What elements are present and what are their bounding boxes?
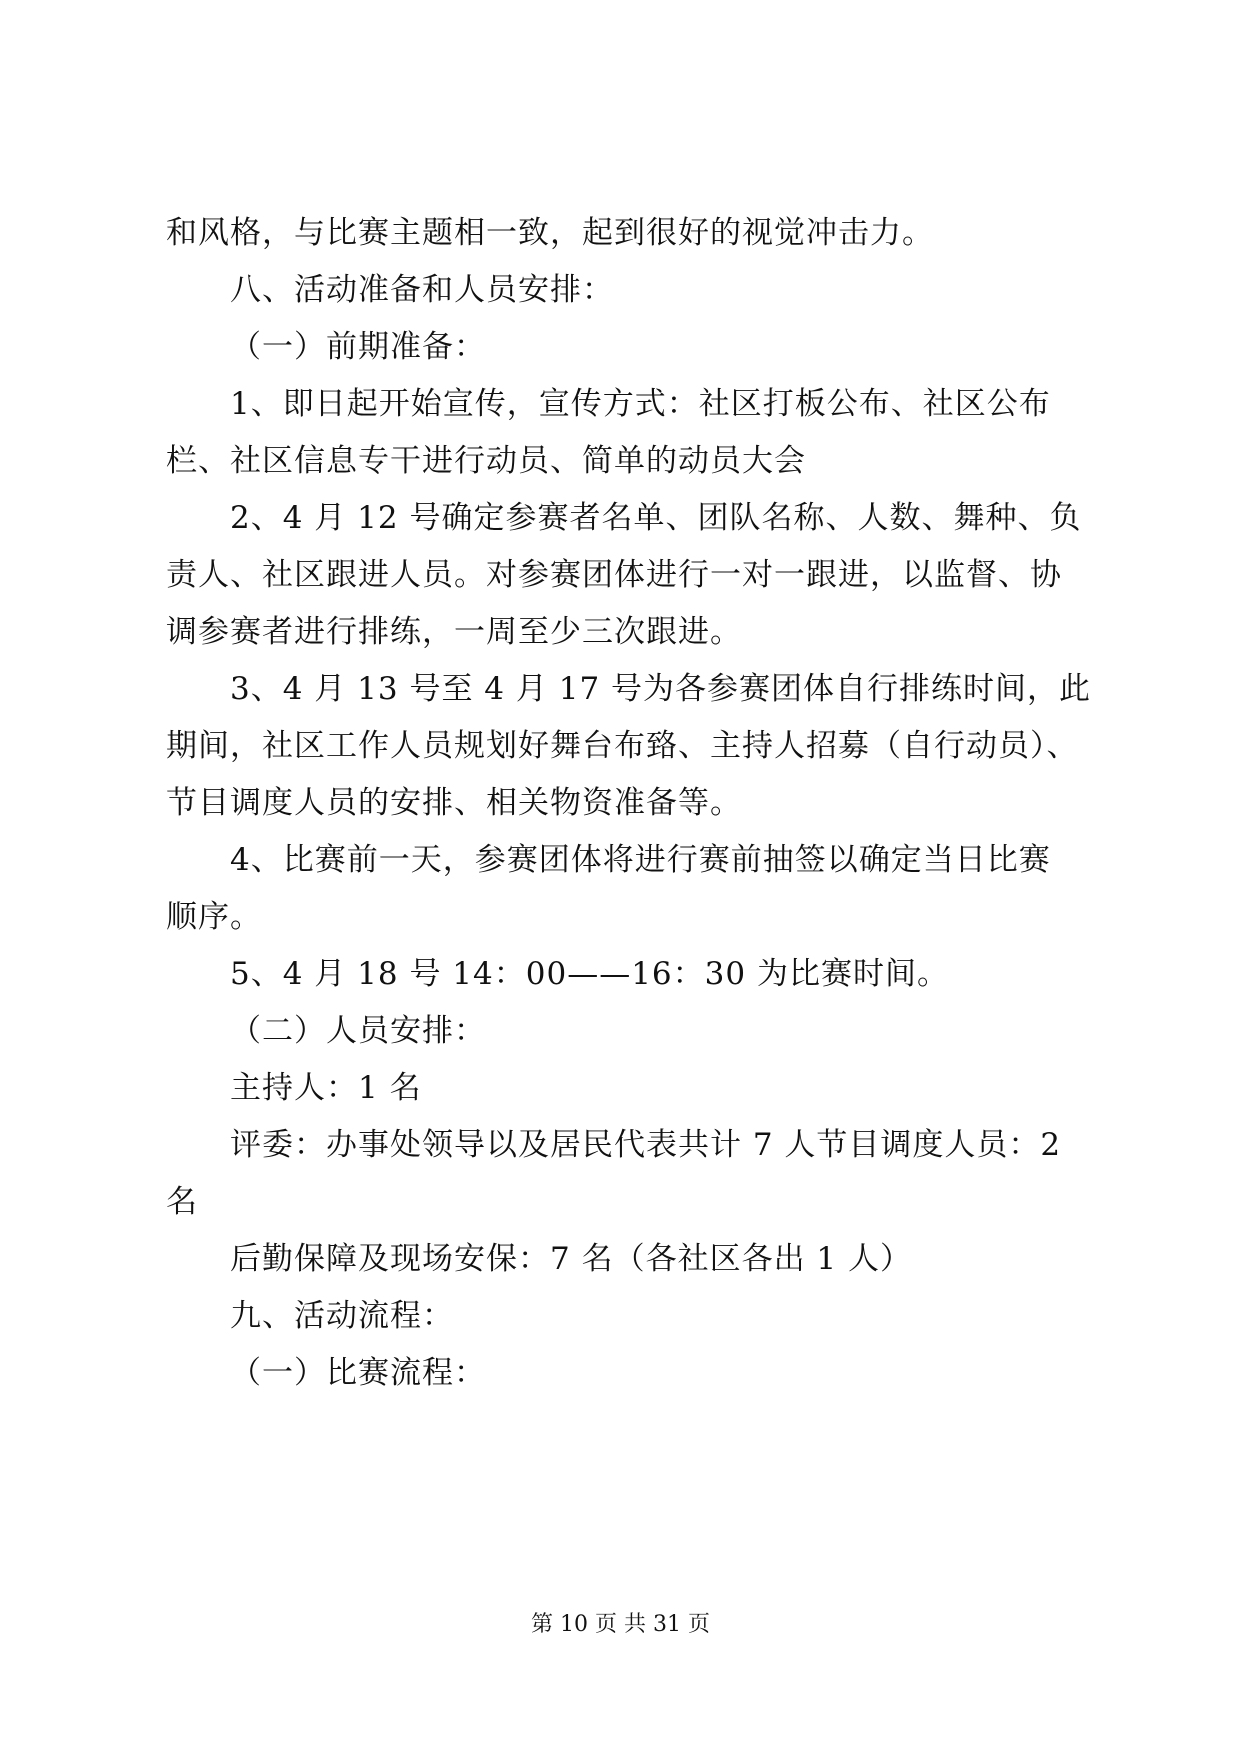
body-line: 名	[166, 1184, 198, 1220]
subsection-heading: （一）前期准备：	[230, 329, 486, 365]
body-line: 2、4 月 12 号确定参赛者名单、团队名称、人数、舞种、负	[230, 500, 1082, 536]
body-line: 期间，社区工作人员规划好舞台布臵、主持人招募（自行动员）、	[166, 728, 1079, 764]
body-line: 和风格，与比赛主题相一致，起到很好的视觉冲击力。	[166, 215, 934, 251]
subsection-heading: （二）人员安排：	[230, 1013, 486, 1049]
section-heading: 八、活动准备和人员安排：	[230, 272, 614, 308]
body-line: 栏、社区信息专干进行动员、简单的动员大会	[166, 443, 806, 479]
body-line: 3、4 月 13 号至 4 月 17 号为各参赛团体自行排练时间，此	[230, 671, 1092, 707]
body-line: 顺序。	[166, 899, 262, 935]
section-heading: 九、活动流程：	[230, 1298, 454, 1334]
subsection-heading: （一）比赛流程：	[230, 1355, 486, 1391]
body-line: 评委：办事处领导以及居民代表共计 7 人节目调度人员：2	[230, 1127, 1062, 1163]
body-line: 4、比赛前一天，参赛团体将进行赛前抽签以确定当日比赛	[230, 842, 1051, 878]
body-line: 1、即日起开始宣传，宣传方式：社区打板公布、社区公布	[230, 386, 1051, 422]
page-number-footer: 第 10 页 共 31 页	[531, 1612, 710, 1637]
body-line: 调参赛者进行排练，一周至少三次跟进。	[166, 614, 742, 650]
body-line: 节目调度人员的安排、相关物资准备等。	[166, 785, 742, 821]
body-line: 主持人：1 名	[230, 1070, 422, 1106]
body-line: 后勤保障及现场安保：7 名（各社区各出 1 人）	[230, 1241, 913, 1277]
body-line: 5、4 月 18 号 14：00——16：30 为比赛时间。	[230, 956, 949, 992]
body-line: 责人、社区跟进人员。对参赛团体进行一对一跟进，以监督、协	[166, 557, 1062, 593]
